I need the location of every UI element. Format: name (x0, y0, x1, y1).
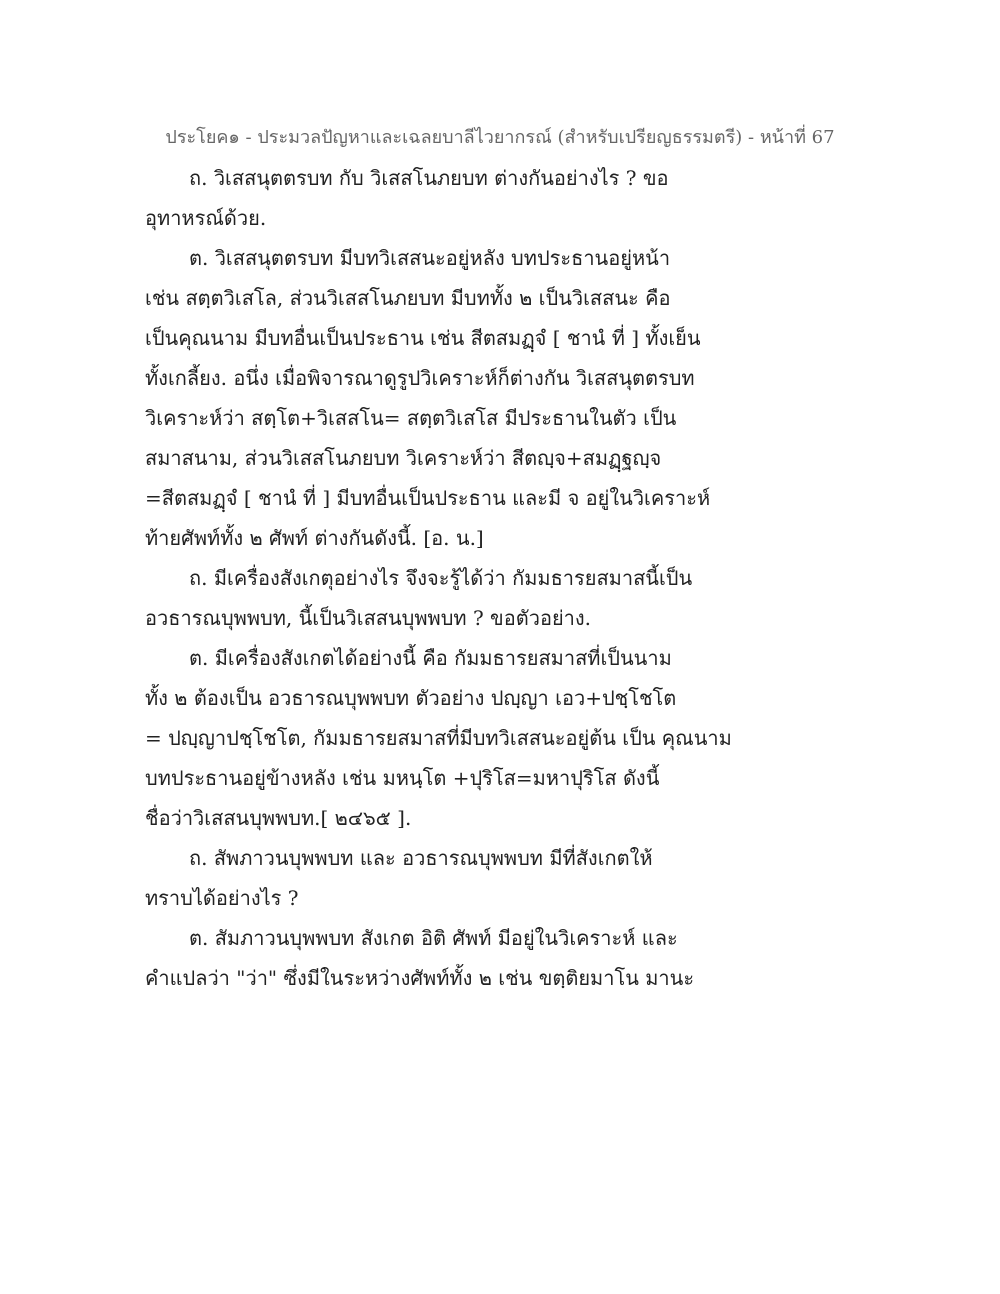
page-header: ประโยค๑ - ประมวลปัญหาและเฉลยบาลีไวยากรณ์ (สำหรับเปรียญธรรมตรี) - หน้าที่ 67 (165, 127, 835, 148)
text-line: บทประธานอยู่ข้างหลัง เช่น มหนฺโต +ปุริโส=มหาปุริโส ดังนี้ (145, 766, 660, 790)
text-line: อุทาหรณ์ด้วย. (145, 206, 267, 230)
text-line: สมาสนาม, ส่วนวิเสสโนภยบท วิเคราะห์ว่า สีตญฺจ+สมฏฺฐญฺจ (145, 446, 662, 470)
text-line: คำแปลว่า "ว่า" ซึ่งมีในระหว่างศัพท์ทั้ง ๒ เช่น ขตฺติยมาโน มานะ (145, 966, 695, 990)
text-line: ถ. วิเสสนุตตรบท กับ วิเสสโนภยบท ต่างกันอย่างไร ? ขอ (189, 166, 669, 190)
text-line: อวธารณบุพพบท, นี้เป็นวิเสสนบุพพบท ? ขอตัวอย่าง. (145, 606, 592, 630)
text-line: ถ. มีเครื่องสังเกตุอย่างไร จึงจะรู้ได้ว่า กัมมธารยสมาสนี้เป็น (189, 566, 693, 590)
text-line: ท้ายศัพท์ทั้ง ๒ ศัพท์ ต่างกันดังนี้. [อ. น.] (145, 526, 484, 550)
text-line: เช่น สตฺตวิเสโล, ส่วนวิเสสโนภยบท มีบททั้ง ๒ เป็นวิเสสนะ คือ (145, 286, 671, 310)
text-line: ทั้ง ๒ ต้องเป็น อวธารณบุพพบท ตัวอย่าง ปญฺญา เอว+ปชฺโชโต (145, 686, 677, 710)
text-line: = ปญฺญาปชฺโชโต, กัมมธารยสมาสที่มีบทวิเสสนะอยู่ต้น เป็น คุณนาม (145, 726, 732, 750)
text-line: เป็นคุณนาม มีบทอื่นเป็นประธาน เช่น สีตสมฏฺจํ [ ชานํ ที่ ] ทั้งเย็น (145, 326, 701, 350)
text-line: วิเคราะห์ว่า สตฺโต+วิเสสโน= สตฺตวิเสโส มีประธานในตัว เป็น (145, 406, 677, 430)
text-line: =สีตสมฏฺจํ [ ชานํ ที่ ] มีบทอื่นเป็นประธาน และมี จ อยู่ในวิเคราะห์ (145, 486, 711, 510)
text-line: ถ. สัพภาวนบุพพบท และ อวธารณบุพพบท มีที่สังเกตให้ (189, 846, 653, 870)
document-body (145, 158, 732, 998)
text-line: ต. มีเครื่องสังเกตได้อย่างนี้ คือ กัมมธารยสมาสที่เป็นนาม (189, 646, 672, 670)
text-line: ต. วิเสสนุตตรบท มีบทวิเสสนะอยู่หลัง บทประธานอยู่หน้า (189, 246, 671, 270)
text-line: ทราบได้อย่างไร ? (145, 886, 299, 910)
text-line: ต. สัมภาวนบุพพบท สังเกต อิติ ศัพท์ มีอยู่ในวิเคราะห์ และ (189, 926, 678, 950)
text-line: ชื่อว่าวิเสสนบุพพบท.[ ๒๔๖๕ ]. (145, 806, 412, 830)
text-line: ทั้งเกลี้ยง. อนึ่ง เมื่อพิจารณาดูรูปวิเคราะห์ก็ต่างกัน วิเสสนุตตรบท (145, 366, 695, 390)
